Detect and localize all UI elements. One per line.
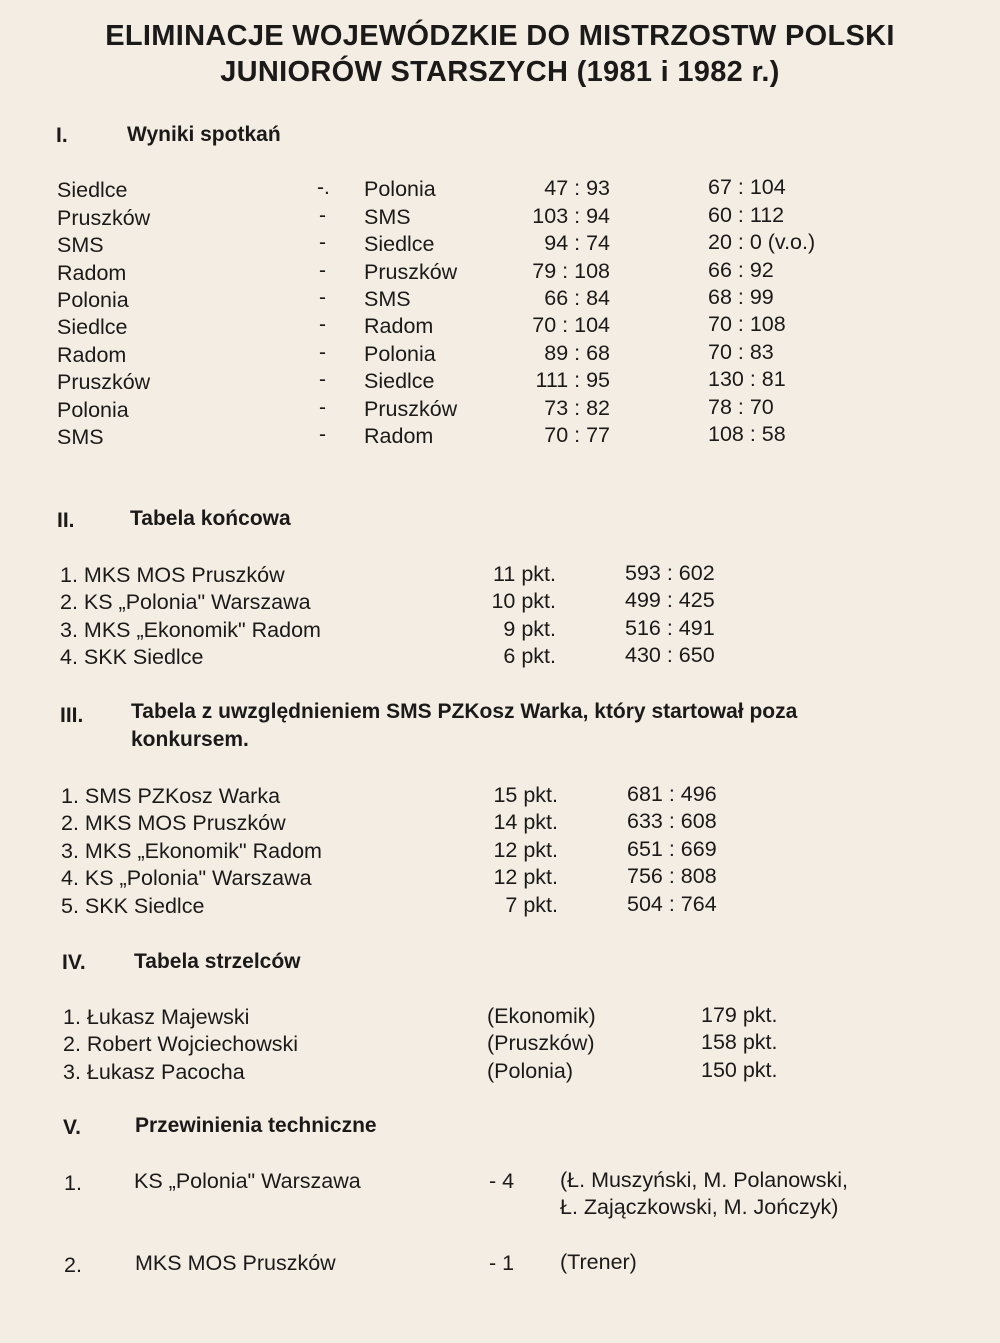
match-score-1: 111 : 95 (535, 368, 610, 392)
match-away: Pruszków (364, 260, 458, 284)
table-row-points: 9 pkt. (503, 617, 556, 641)
match-score-2: 78 : 70 (708, 395, 774, 419)
section-3-title: Tabela z uwzględnieniem SMS PZKosz Warka, który startował poza konkursem. (131, 700, 798, 751)
match-score-2: 20 : 0 (v.o.) (708, 230, 816, 254)
match-separator: - (319, 286, 326, 309)
match-away: Polonia (364, 177, 436, 201)
table-row-baskets: 516 : 491 (625, 616, 715, 640)
match-separator: - (319, 396, 326, 419)
document-title-line-1: ELIMINACJE WOJEWÓDZKIE DO MISTRZOSTW POLSKI (105, 20, 895, 52)
table-row-points: 15 pkt. (493, 783, 558, 807)
foul-row-players-continued: Ł. Zajączkowski, M. Jończyk) (560, 1195, 839, 1219)
table-row-points: 12 pkt. (493, 838, 558, 862)
match-home: Pruszków (57, 206, 151, 230)
table-row-team: 1. MKS MOS Pruszków (60, 563, 285, 587)
match-home: Polonia (57, 398, 129, 422)
match-away: Radom (364, 424, 434, 448)
match-away: Siedlce (364, 232, 435, 256)
match-score-1: 70 : 104 (532, 313, 610, 337)
table-row-baskets: 681 : 496 (627, 782, 717, 806)
match-home: SMS (57, 425, 104, 449)
match-away: SMS (364, 205, 411, 229)
match-home: Siedlce (57, 315, 128, 339)
table-row-points: 11 pkt. (493, 562, 556, 586)
match-score-1: 66 : 84 (544, 286, 610, 310)
scorer-points: 158 pkt. (701, 1030, 778, 1054)
section-1-number: I. (56, 124, 68, 147)
match-separator: - (319, 423, 326, 446)
match-home: Pruszków (57, 370, 151, 394)
scorer-club: (Polonia) (487, 1059, 574, 1083)
section-4-number: IV. (62, 951, 86, 974)
match-score-2: 68 : 99 (708, 285, 774, 309)
table-row-baskets: 430 : 650 (625, 643, 715, 667)
table-row-team: 3. MKS „Ekonomik" Radom (61, 839, 322, 863)
match-home: SMS (57, 233, 104, 257)
match-score-1: 70 : 77 (544, 423, 610, 447)
match-score-2: 60 : 112 (708, 203, 785, 227)
section-3-number: III. (60, 704, 84, 727)
match-separator: - (319, 368, 326, 391)
match-away: Radom (364, 314, 434, 338)
match-score-1: 89 : 68 (544, 341, 610, 365)
table-row-team: 1. SMS PZKosz Warka (61, 784, 281, 808)
section-5-title: Przewinienia techniczne (135, 1114, 377, 1137)
table-row-baskets: 504 : 764 (627, 892, 717, 916)
match-separator: - (319, 341, 326, 364)
foul-row-players: (Trener) (560, 1250, 637, 1274)
foul-row-count: - 1 (489, 1251, 515, 1275)
section-2-number: II. (57, 509, 75, 532)
foul-row-count: - 4 (489, 1169, 515, 1193)
match-separator: - (319, 231, 326, 254)
match-home: Polonia (57, 288, 129, 312)
table-row-baskets: 593 : 602 (625, 561, 715, 585)
match-away: Polonia (364, 342, 436, 366)
match-score-2: 70 : 83 (708, 340, 774, 364)
scorer-points: 150 pkt. (701, 1058, 778, 1082)
foul-row-team: MKS MOS Pruszków (135, 1251, 336, 1275)
table-row-team: 4. KS „Polonia" Warszawa (61, 866, 312, 890)
table-row-points: 14 pkt. (493, 810, 558, 834)
table-row-points: 7 pkt. (505, 893, 558, 917)
match-separator: - (319, 259, 326, 282)
foul-row-team: KS „Polonia" Warszawa (134, 1169, 361, 1193)
match-away: SMS (364, 287, 411, 311)
match-score-1: 79 : 108 (532, 259, 610, 283)
scorer-name: 3. Łukasz Pacocha (63, 1060, 245, 1084)
scorer-club: (Pruszków) (487, 1031, 595, 1055)
table-row-points: 12 pkt. (493, 865, 558, 889)
table-row-baskets: 633 : 608 (627, 809, 717, 833)
table-row-baskets: 651 : 669 (627, 837, 717, 861)
table-row-team: 4. SKK Siedlce (60, 645, 204, 669)
match-home: Siedlce (57, 178, 128, 202)
foul-row-number: 2. (64, 1253, 82, 1277)
match-home: Radom (57, 261, 127, 285)
match-score-2: 66 : 92 (708, 258, 774, 282)
table-row-team: 5. SKK Siedlce (61, 894, 205, 918)
match-away: Pruszków (364, 397, 458, 421)
scorer-points: 179 pkt. (701, 1003, 778, 1027)
match-separator: -. (317, 176, 330, 199)
scorer-name: 1. Łukasz Majewski (63, 1005, 250, 1029)
table-row-team: 2. KS „Polonia" Warszawa (60, 590, 311, 614)
section-5-number: V. (63, 1116, 81, 1139)
section-2-title: Tabela końcowa (130, 507, 291, 530)
section-1-title: Wyniki spotkań (127, 123, 281, 146)
match-away: Siedlce (364, 369, 435, 393)
match-score-2: 130 : 81 (708, 367, 786, 391)
match-separator: - (319, 204, 326, 227)
match-home: Radom (57, 343, 127, 367)
match-separator: - (319, 313, 326, 336)
table-row-baskets: 499 : 425 (625, 588, 715, 612)
section-4-title: Tabela strzelców (134, 950, 301, 973)
scorer-club: (Ekonomik) (487, 1004, 596, 1028)
table-row-points: 6 pkt. (503, 644, 556, 668)
foul-row-players: (Ł. Muszyński, M. Polanowski, (560, 1168, 848, 1192)
match-score-2: 108 : 58 (708, 422, 786, 446)
match-score-1: 73 : 82 (544, 396, 610, 420)
document-title-line-2: JUNIORÓW STARSZYCH (1981 i 1982 r.) (220, 56, 780, 88)
table-row-team: 2. MKS MOS Pruszków (61, 811, 286, 835)
match-score-1: 94 : 74 (544, 231, 610, 255)
table-row-team: 3. MKS „Ekonomik" Radom (60, 618, 321, 642)
match-score-2: 67 : 104 (708, 175, 786, 199)
match-score-2: 70 : 108 (708, 312, 786, 336)
match-score-1: 47 : 93 (544, 176, 610, 200)
scorer-name: 2. Robert Wojciechowski (63, 1032, 298, 1056)
table-row-points: 10 pkt. (491, 589, 556, 613)
table-row-baskets: 756 : 808 (627, 864, 717, 888)
match-score-1: 103 : 94 (532, 204, 610, 228)
foul-row-number: 1. (64, 1171, 82, 1195)
